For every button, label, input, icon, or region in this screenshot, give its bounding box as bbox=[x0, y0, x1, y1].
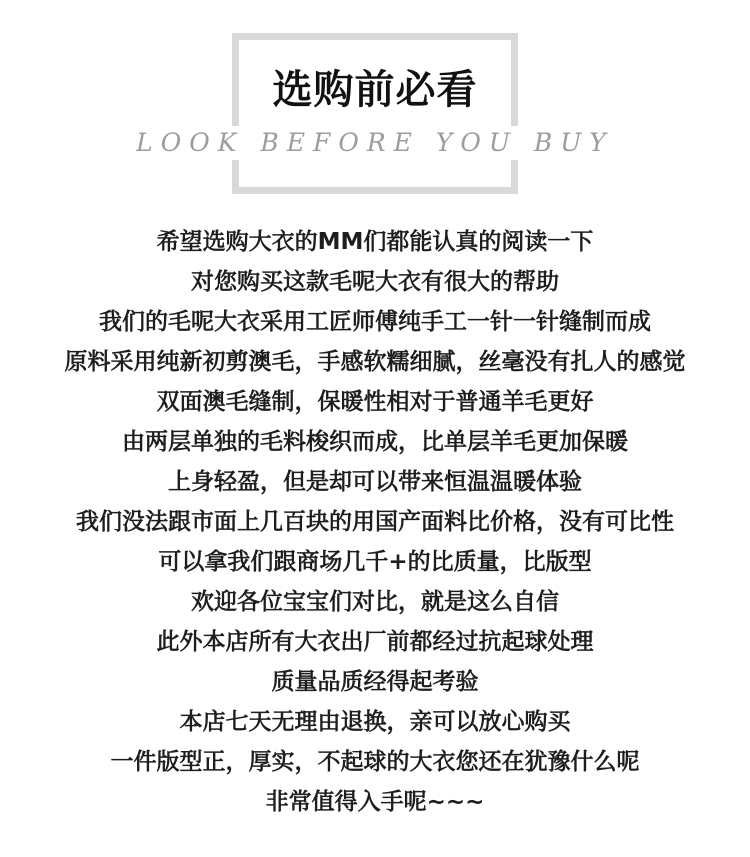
notice-line: 欢迎各位宝宝们对比，就是这么自信 bbox=[191, 589, 559, 615]
notice-line: 希望选购大衣的MM们都能认真的阅读一下 bbox=[156, 229, 594, 255]
page-title: 选购前必看 bbox=[272, 67, 478, 113]
notice-line: 质量品质经得起考验 bbox=[271, 669, 479, 695]
notice-line: 我们没法跟市面上几百块的用国产面料比价格，没有可比性 bbox=[76, 509, 674, 535]
notice-line: 非常值得入手呢~~~ bbox=[265, 789, 485, 815]
notice-line: 由两层单独的毛料梭织而成，比单层羊毛更加保暖 bbox=[122, 429, 628, 455]
notice-line: 原料采用纯新初剪澳毛，手感软糯细腻，丝毫没有扎人的感觉 bbox=[64, 349, 686, 375]
notice-line: 本店七天无理由退换，亲可以放心购买 bbox=[179, 709, 571, 735]
notice-line: 上身轻盈，但是却可以带来恒温温暖体验 bbox=[168, 469, 582, 495]
notice-line: 我们的毛呢大衣采用工匠师傅纯手工一针一针缝制而成 bbox=[99, 309, 651, 335]
notice-line: 此外本店所有大衣出厂前都经过抗起球处理 bbox=[156, 629, 594, 655]
notice-line: 可以拿我们跟商场几千+的比质量，比版型 bbox=[158, 549, 592, 575]
notice-line: 双面澳毛缝制，保暖性相对于普通羊毛更好 bbox=[156, 389, 594, 415]
notice-text bbox=[0, 222, 750, 822]
page-subtitle: LOOK BEFORE YOU BUY bbox=[136, 128, 614, 157]
notice-line: 一件版型正，厚实，不起球的大衣您还在犹豫什么呢 bbox=[110, 749, 640, 775]
notice-line: 对您购买这款毛呢大衣有很大的帮助 bbox=[191, 269, 559, 295]
